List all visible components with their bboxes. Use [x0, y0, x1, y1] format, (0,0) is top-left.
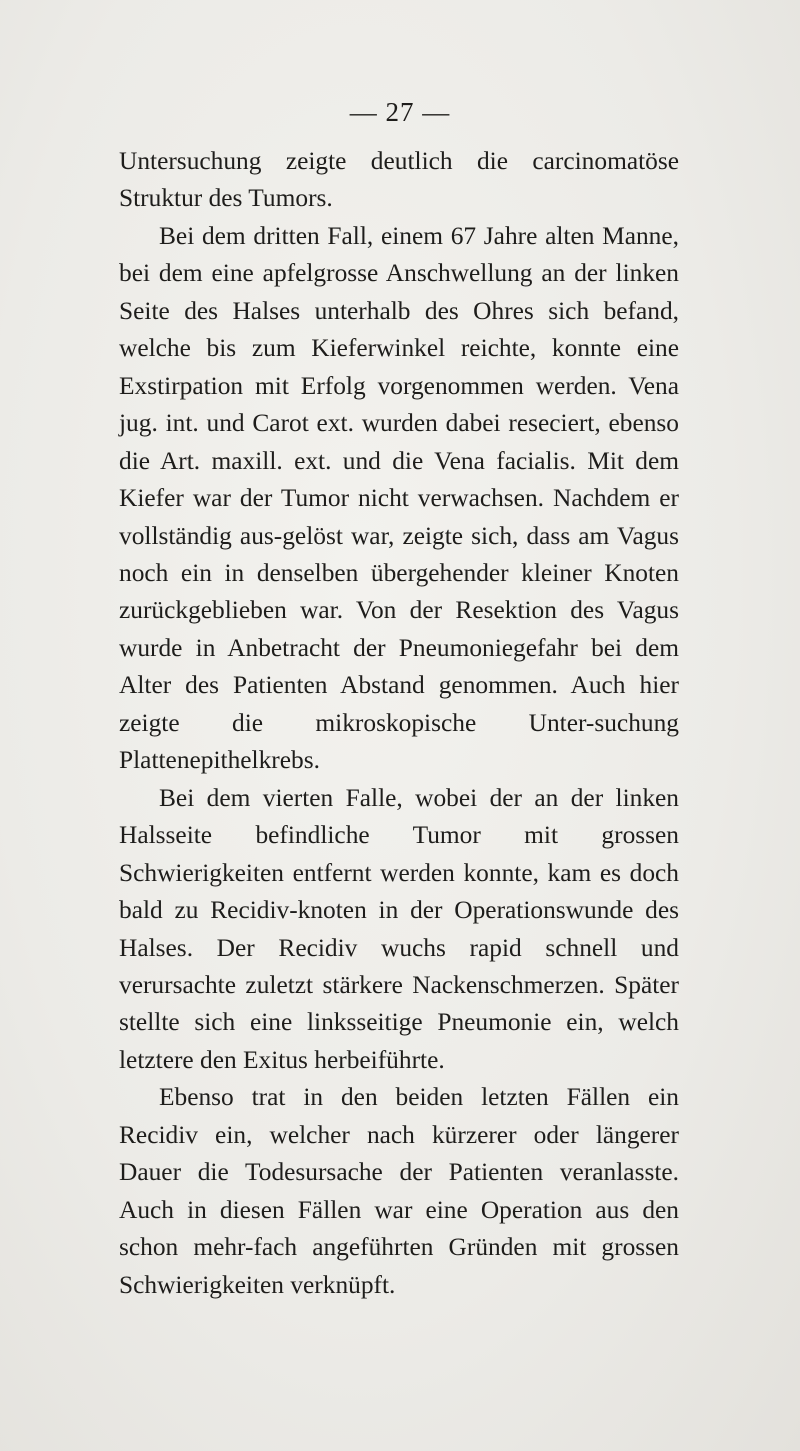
- paragraph-1: Untersuchung zeigte deutlich die carcinomatöse Struktur des Tumors.: [119, 147, 679, 213]
- page-number: — 27 —: [349, 97, 451, 127]
- paragraph-4: Ebenso trat in den beiden letzten Fällen ein Recidiv ein, welcher nach kürzerer oder längerer Dauer die Todesursache der Patienten veranlasste. Auch in diesen Fällen war eine Operation aus den schon mehr-fach angeführten Gründen mit grossen Schwierigkeiten verknüpft.: [119, 1083, 679, 1299]
- paragraph-2: Bei dem dritten Fall, einem 67 Jahre alten Manne, bei dem eine apfelgrosse Anschwellung an der linken Seite des Halses unterhalb des Ohres sich befand, welche bis zum Kieferwinkel reichte, konnte eine Exstirpation mit Erfolg vorgenommen werden. Vena jug. int. und Carot ext. wurden dabei reseciert, ebenso die Art. maxill. ext. und die Vena facialis. Mit dem Kiefer war der Tumor nicht verwachsen. Nachdem er vollständig aus-gelöst war, zeigte sich, dass am Vagus noch ein in denselben übergehender kleiner Knoten zurückgeblieben war. Von der Resektion des Vagus wurde in Anbetracht der Pneumoniegefahr bei dem Alter des Patienten Abstand genommen. Auch hier zeigte die mikroskopische Unter-suchung Plattenepithelkrebs.: [119, 221, 679, 775]
- paragraph-3: Bei dem vierten Falle, wobei der an der linken Halsseite befindliche Tumor mit grossen Schwierigkeiten entfernt werden konnte, kam es doch bald zu Recidiv-knoten in der Operationswunde des Halses. Der Recidiv wuchs rapid schnell und verursachte zuletzt stärkere Nackenschmerzen. Später stellte sich eine linksseitige Pneumonie ein, welch letztere den Exitus herbeiführte.: [119, 783, 679, 1074]
- body-text: [119, 143, 679, 1304]
